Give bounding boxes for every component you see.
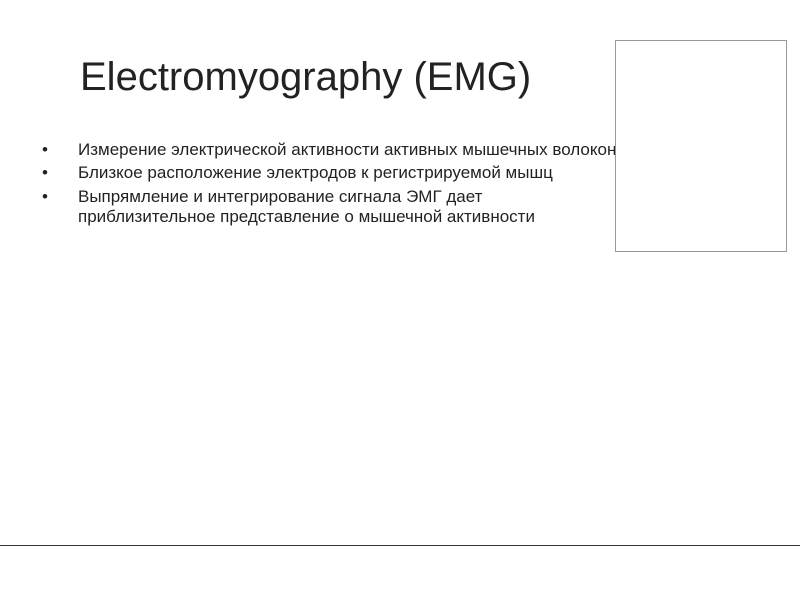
bullet: • Выпрямление и интегрирование сигнала ЭМГ дает приблизительное представление о мышечной активности: [42, 187, 622, 228]
arm-figure: [615, 40, 787, 252]
slide-title: Electromyography (EMG): [80, 55, 532, 99]
bullet-list: [42, 140, 622, 231]
emg-waveform: [0, 545, 800, 586]
bullet: • Близкое расположение электродов к регистрируемой мышц: [42, 163, 622, 183]
bullet: • Измерение электрической активности активных мышечных волокон: [42, 140, 622, 160]
